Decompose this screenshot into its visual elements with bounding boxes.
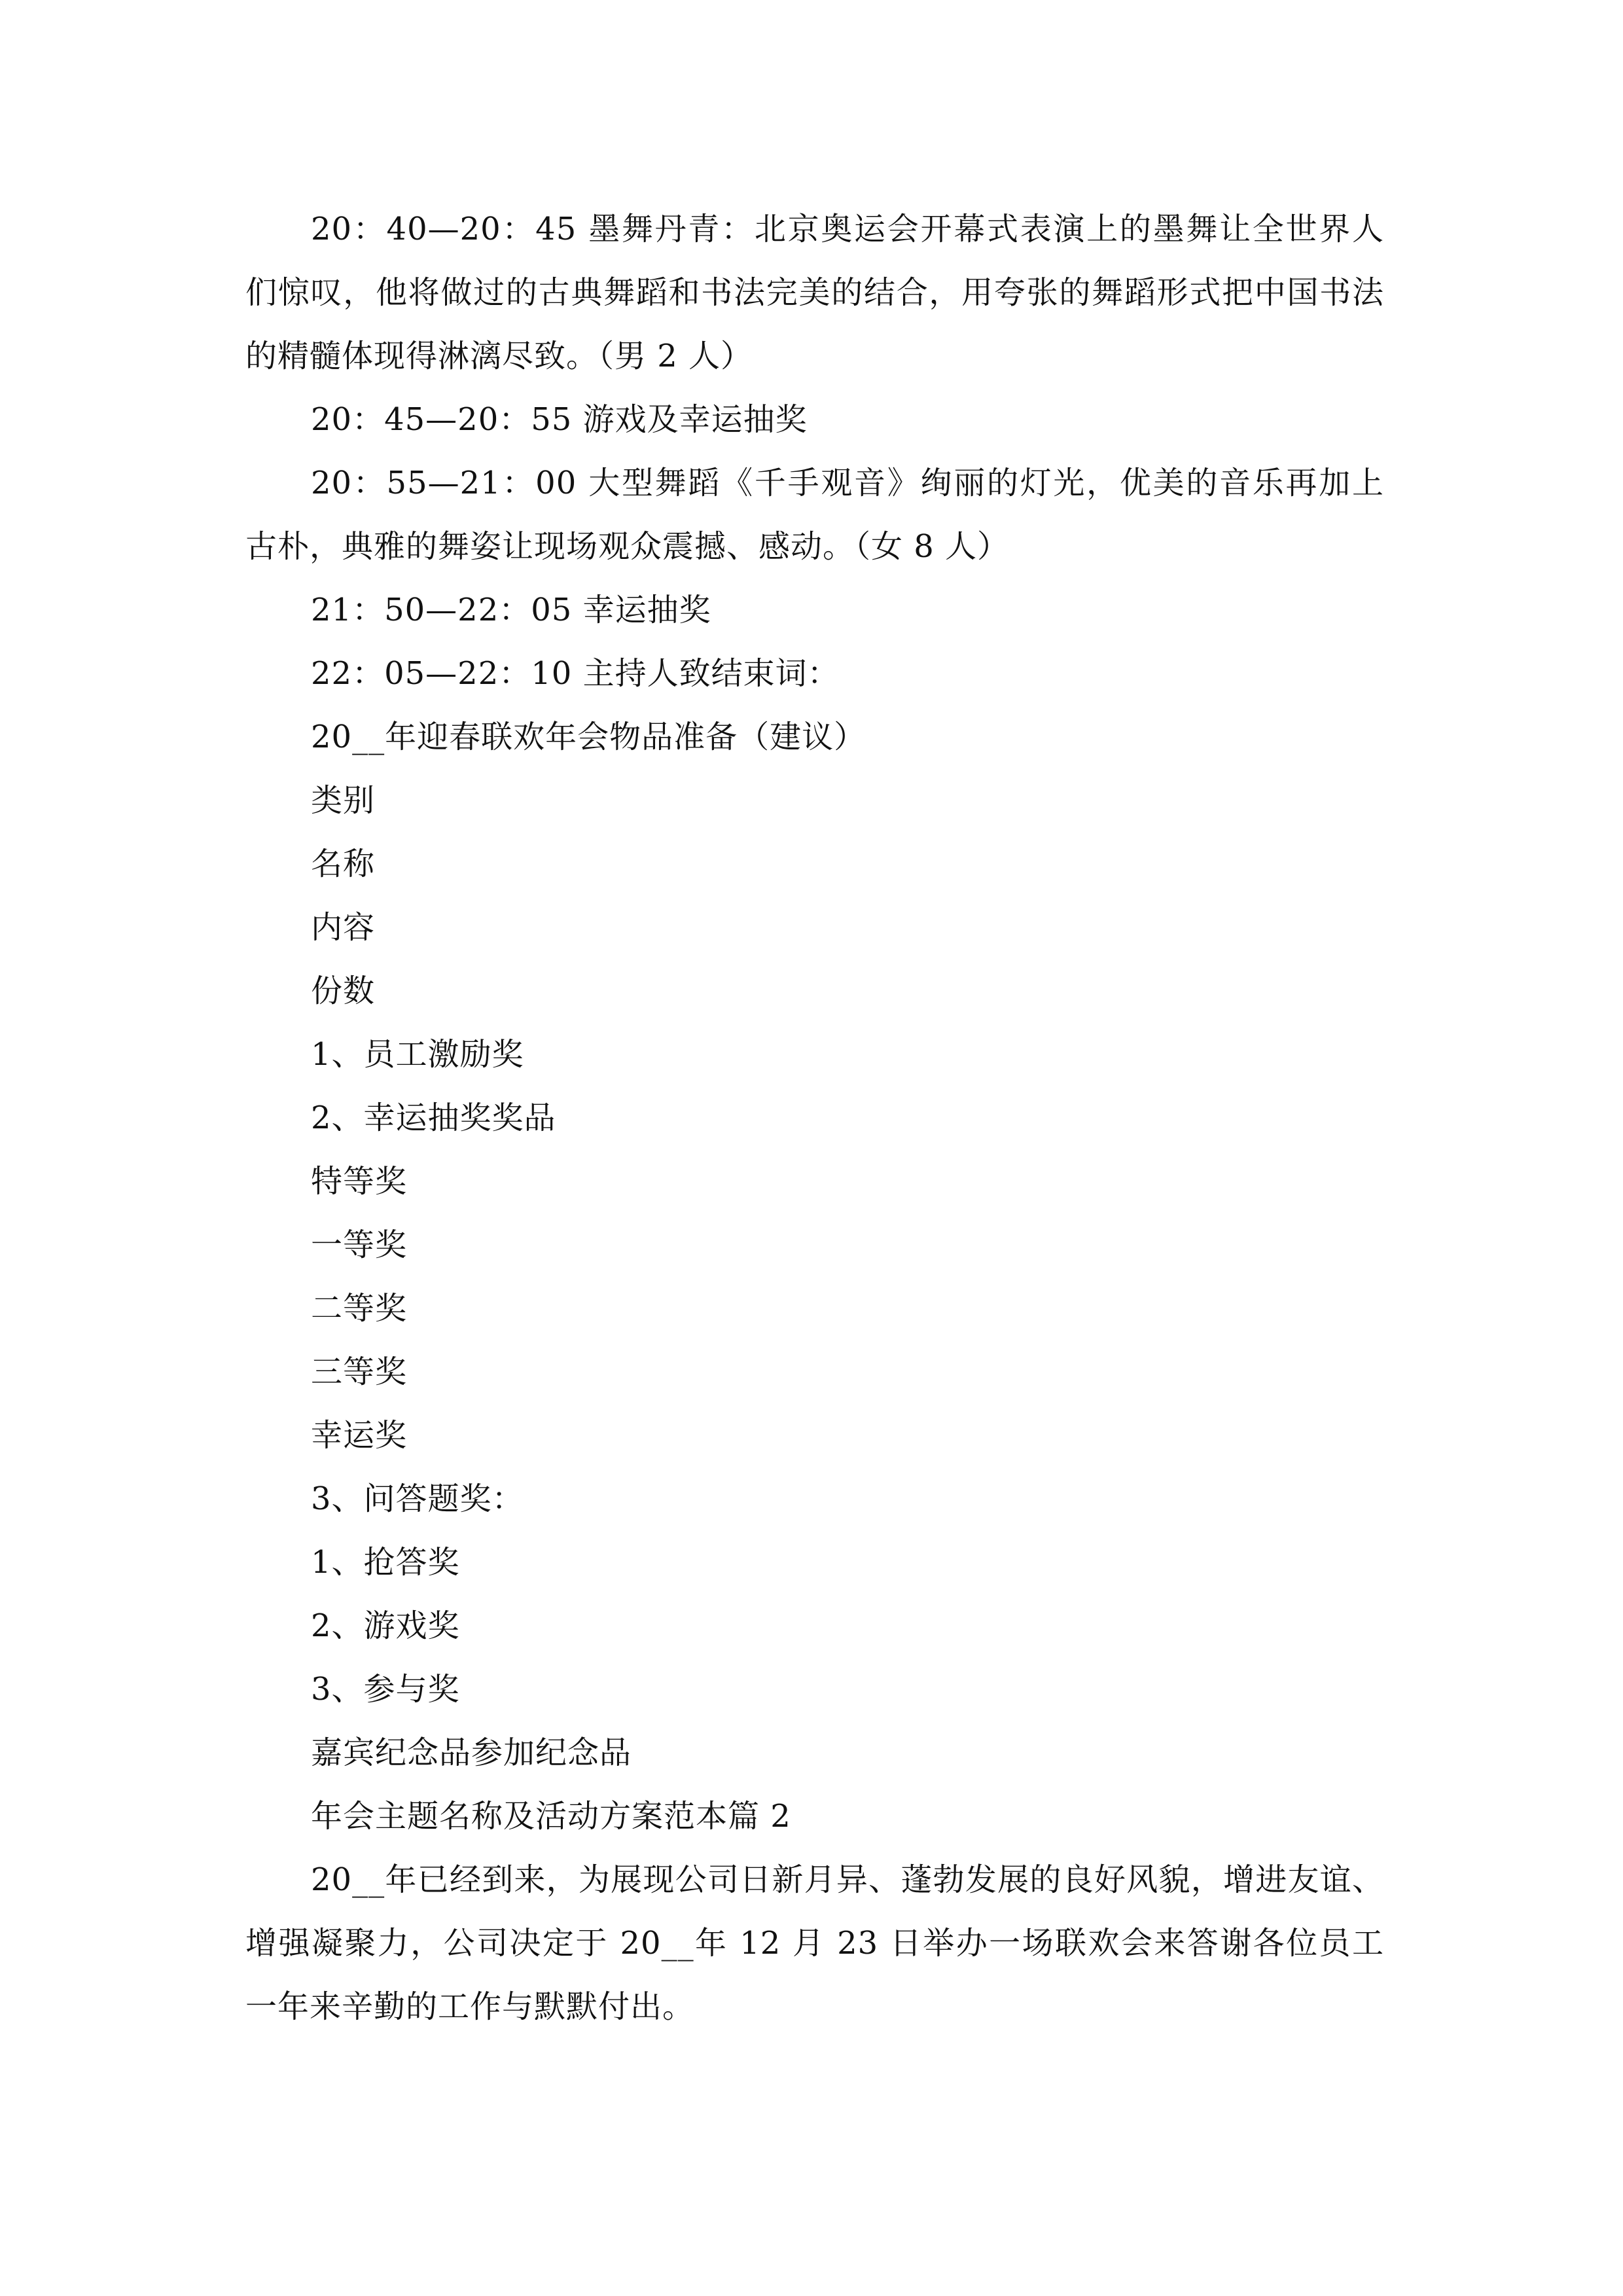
- list-item: 2、幸运抽奖奖品: [311, 1100, 556, 1136]
- list-item: 一等奖: [311, 1227, 408, 1263]
- list-item: 三等奖: [311, 1354, 408, 1390]
- list-item: 特等奖: [311, 1163, 408, 1200]
- program-item-game-lottery: 20：45—20：55 游戏及幸运抽奖: [311, 401, 808, 438]
- list-item: 1、员工激励奖: [311, 1036, 524, 1073]
- intro-paragraph: 20__年已经到来，为展现公司日新月异、蓬勃发展的良好风貌，增进友谊、增强凝聚力，公司决定于 20__年 12 月 23 日举办一场联欢会来答谢各位员工一年来辛勤的工作与默默付出。: [245, 1861, 1384, 2025]
- list-item: 份数: [311, 973, 376, 1009]
- list-item: 1、抢答奖: [311, 1544, 460, 1581]
- list-item: 3、参与奖: [311, 1671, 460, 1708]
- section-title: 年会主题名称及活动方案范本篇 2: [311, 1798, 791, 1835]
- list-item: 嘉宾纪念品参加纪念品: [311, 1734, 632, 1771]
- list-item: 名称: [311, 846, 376, 882]
- list-item: 二等奖: [311, 1290, 408, 1327]
- program-item-ink-dance: 20：40—20：45 墨舞丹青：北京奥运会开幕式表演上的墨舞让全世界人们惊叹，他将做过的古典舞蹈和书法完美的结合，用夸张的舞蹈形式把中国书法的精髓体现得淋漓尽致。（男 2 人）: [245, 211, 1384, 374]
- document-body: [245, 198, 1384, 2039]
- list-item: 2、游戏奖: [311, 1607, 460, 1644]
- list-item: 3、问答题奖：: [311, 1480, 524, 1517]
- program-item-closing-speech: 22：05—22：10 主持人致结束词：: [311, 655, 840, 692]
- supplies-heading: 20__年迎春联欢年会物品准备（建议）: [311, 719, 866, 755]
- program-item-lucky-draw: 21：50—22：05 幸运抽奖: [311, 592, 711, 628]
- list-item: 内容: [311, 909, 376, 946]
- list-item: 幸运奖: [311, 1417, 408, 1454]
- program-item-thousand-hand-guanyin: 20：55—21：00 大型舞蹈《千手观音》绚丽的灯光，优美的音乐再加上古朴，典雅的舞姿让现场观众震撼、感动。（女 8 人）: [245, 465, 1384, 565]
- list-item: 类别: [311, 782, 376, 819]
